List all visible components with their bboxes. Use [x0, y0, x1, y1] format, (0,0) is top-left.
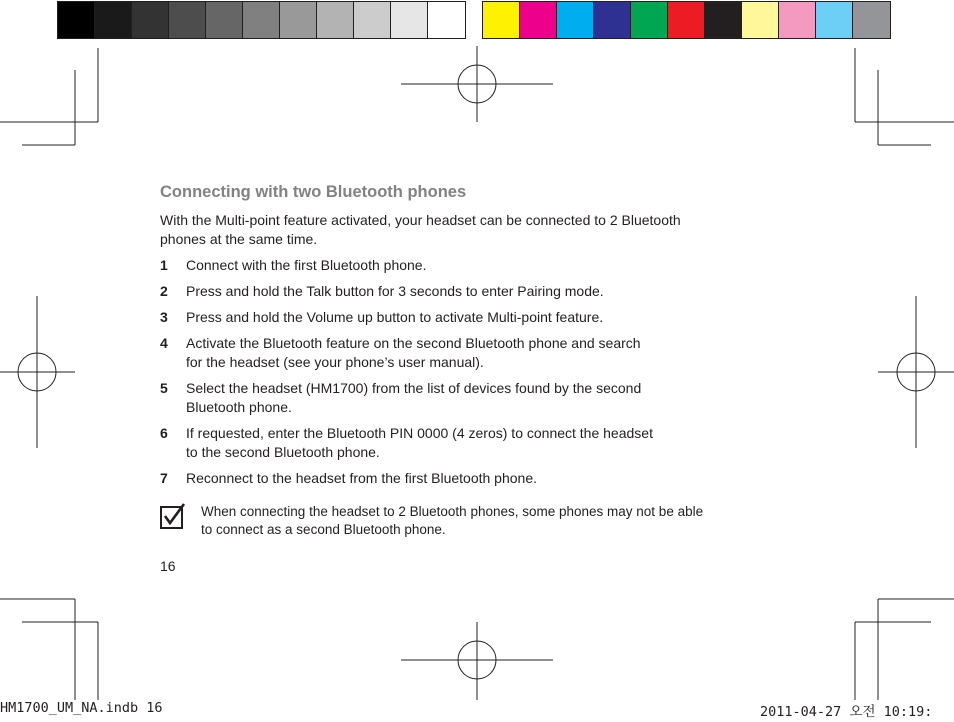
intro-line-1: With the Multi-point feature activated, your headset can be connected to 2 Bluetooth	[160, 212, 681, 228]
step-text: Press and hold the Volume up button to activate Multi-point feature.	[186, 309, 604, 325]
step-number: 5	[160, 380, 168, 396]
step-text: Reconnect to the headset from the first Bluetooth phone.	[186, 470, 537, 486]
step-text: Connect with the first Bluetooth phone.	[186, 257, 427, 273]
note-line-2: to connect as a second Bluetooth phone.	[201, 522, 446, 537]
intro-paragraph	[160, 211, 760, 249]
step-number: 2	[160, 283, 168, 299]
step-text: Activate the Bluetooth feature on the second Bluetooth phone and search for the headset (see your phone’s user manual).	[186, 335, 641, 370]
note-text	[201, 503, 703, 539]
section-heading: Connecting with two Bluetooth phones	[160, 183, 467, 201]
page-number: 16	[160, 558, 176, 574]
checkbox-note-icon	[159, 502, 187, 530]
step-text: Press and hold the Talk button for 3 seconds to enter Pairing mode.	[186, 283, 604, 299]
print-slug-timestamp: 2011-04-27 오전 10:19:	[760, 704, 933, 720]
step-number: 6	[160, 425, 168, 441]
registration-targets	[0, 46, 954, 700]
step-number: 7	[160, 470, 168, 486]
intro-line-2: phones at the same time.	[160, 231, 318, 247]
print-slug-filename: HM1700_UM_NA.indb 16	[0, 700, 163, 716]
step-number: 3	[160, 309, 168, 325]
step-text: Select the headset (HM1700) from the list of devices found by the second Bluetooth phone.	[186, 380, 642, 415]
step-number: 4	[160, 335, 168, 351]
note-line-1: When connecting the headset to 2 Bluetooth phones, some phones may not be able	[201, 504, 704, 519]
step-text: If requested, enter the Bluetooth PIN 0000 (4 zeros) to connect the headset to the second Bluetooth phone.	[186, 425, 653, 460]
step-number: 1	[160, 257, 168, 273]
